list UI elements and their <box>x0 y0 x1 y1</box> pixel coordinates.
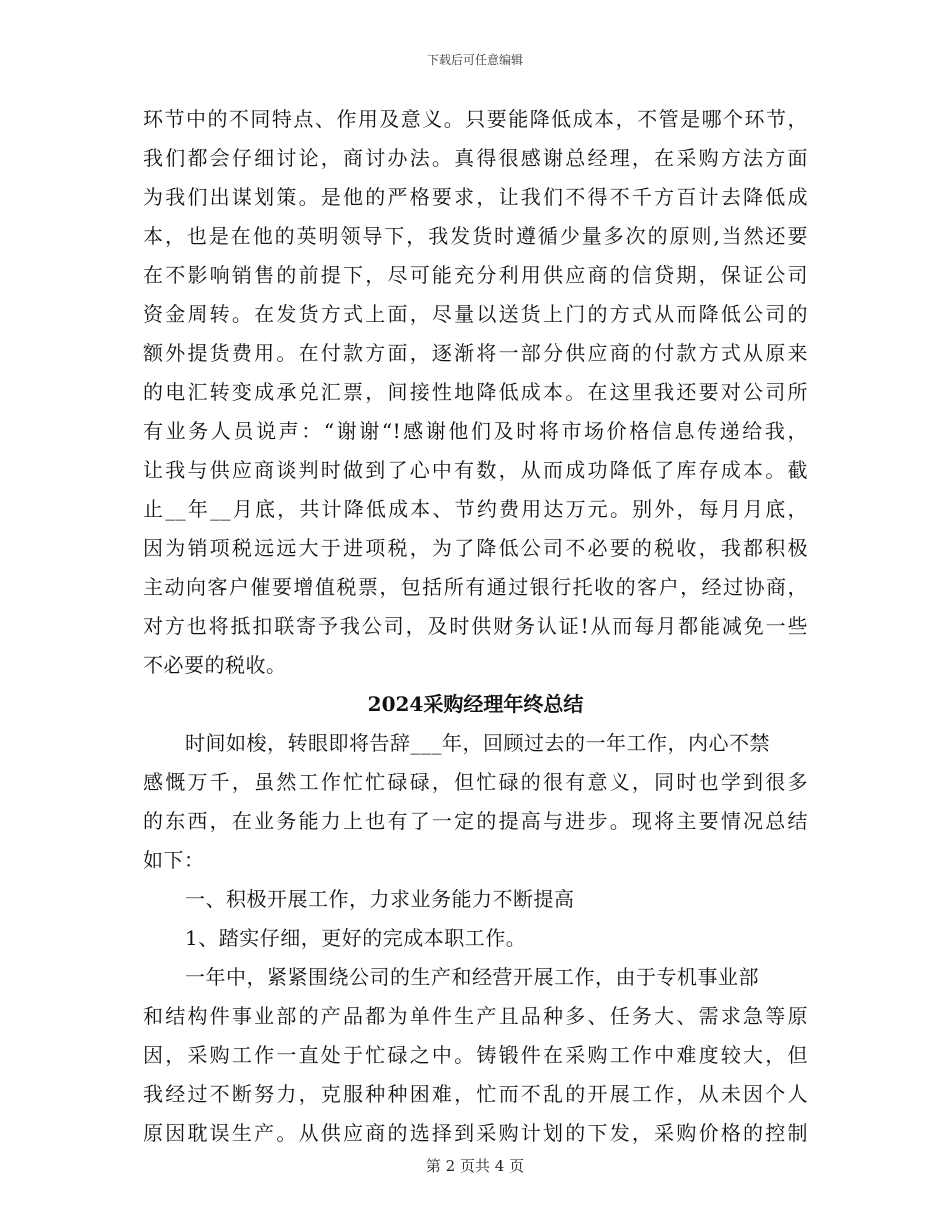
intro-paragraph <box>143 724 808 880</box>
text-line: 和结构件事业部的产品都为单件生产且品种多、任务大、需求急等原 <box>143 1004 808 1028</box>
text-line: 不必要的税收。 <box>143 653 287 677</box>
text-line: 我经过不断努力，克服种种困难，忙而不乱的开展工作，从未因个人 <box>143 1082 808 1106</box>
text-line: 因为销项税远远大于进项税，为了降低公司不必要的税收，我都积极 <box>143 536 808 560</box>
text-line: 止__年__月底，共计降低成本、节约费用达万元。别外，每月月底， <box>143 497 808 521</box>
text-line: 的电汇转变成承兑汇票，间接性地降低成本。在这里我还要对公司所 <box>143 380 808 404</box>
page-footer: 第 2 页共 4 页 <box>425 1157 525 1175</box>
text-line: 资金周转。在发货方式上面，尽量以送货上门的方式从而降低公司的 <box>143 302 808 326</box>
body-paragraph <box>143 958 808 1153</box>
paragraph-continued <box>143 100 808 685</box>
text-line: 让我与供应商谈判时做到了心中有数，从而成功降低了库存成本。截 <box>143 458 808 482</box>
text-line: 本，也是在他的英明领导下，我发货时遵循少量多次的原则,当然还要 <box>143 224 808 248</box>
text-line: 主动向客户催要增值税票，包括所有通过银行托收的客户，经过协商， <box>143 575 808 599</box>
section-title: 2024采购经理年终总结 <box>367 692 584 716</box>
text-line: 对方也将抵扣联寄予我公司，及时供财务认证!从而每月都能减免一些 <box>143 614 808 638</box>
text-line: 的东西，在业务能力上也有了一定的提高与进步。现将主要情况总结 <box>143 809 808 833</box>
document-body <box>143 100 808 1153</box>
text-line: 额外提货费用。在付款方面，逐渐将一部分供应商的付款方式从原来 <box>143 341 808 365</box>
text-line: 在不影响销售的前提下，尽可能充分利用供应商的信贷期，保证公司 <box>143 263 808 287</box>
text-line: 原因耽误生产。从供应商的选择到采购计划的下发，采购价格的控制 <box>143 1121 808 1145</box>
text-line: 一年中，紧紧围绕公司的生产和经营开展工作，由于专机事业部 <box>185 965 759 989</box>
text-line: 环节中的不同特点、作用及意义。只要能降低成本，不管是哪个环节， <box>143 107 808 131</box>
text-line: 时间如梭，转眼即将告辞___年，回顾过去的一年工作，内心不禁 <box>185 731 770 755</box>
text-line: 我们都会仔细讨论，商讨办法。真得很感谢总经理，在采购方法方面 <box>143 146 808 170</box>
subheading-one: 1、踏实仔细，更好的完成本职工作。 <box>185 926 527 950</box>
text-line: 如下： <box>143 848 205 872</box>
heading-one: 一、积极开展工作，力求业务能力不断提高 <box>185 887 575 911</box>
text-line: 为我们出谋划策。是他的严格要求，让我们不得不千方百计去降低成 <box>143 185 808 209</box>
text-line: 因，采购工作一直处于忙碌之中。铸锻件在采购工作中难度较大，但 <box>143 1043 808 1067</box>
text-line: 感慨万千，虽然工作忙忙碌碌，但忙碌的很有意义，同时也学到很多 <box>143 770 808 794</box>
text-line: 有业务人员说声：“谢谢“!感谢他们及时将市场价格信息传递给我， <box>143 419 808 443</box>
page-header: 下载后可任意编辑 <box>426 53 523 67</box>
